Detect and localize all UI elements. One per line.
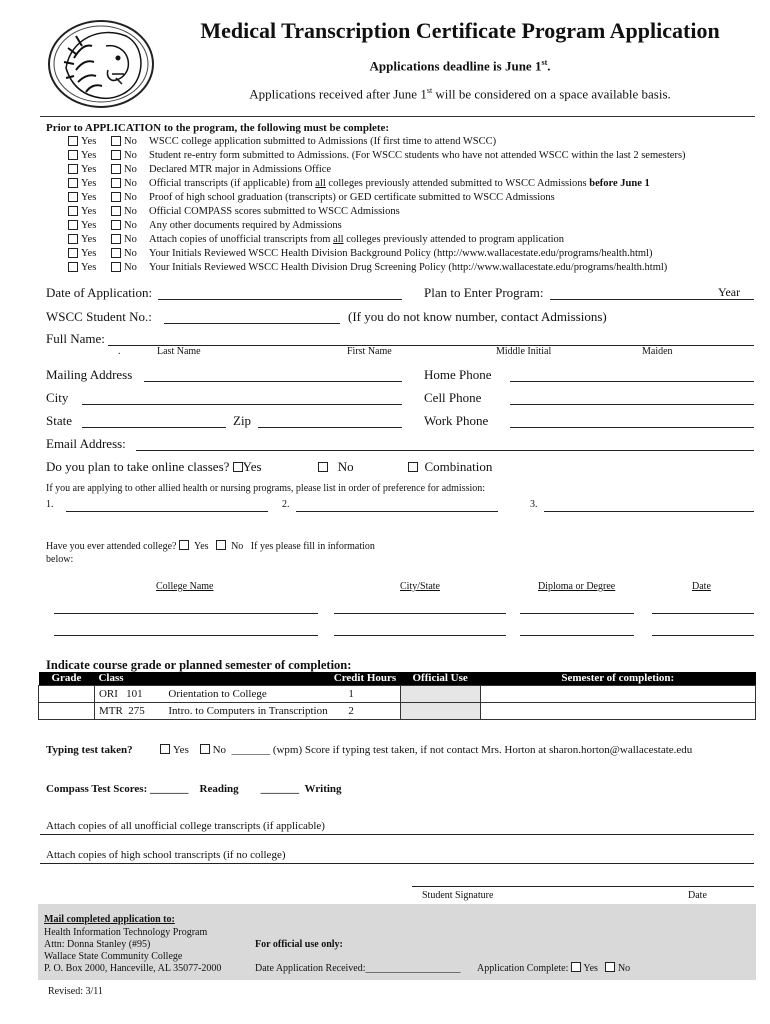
divider — [40, 834, 754, 835]
no-label: No — [124, 149, 137, 161]
requirement-text: WSCC college application submitted to Admissions (If first time to attend WSCC) — [149, 135, 497, 147]
course-code-cell: MTR 275 — [94, 702, 164, 719]
attach-college-transcripts: Attach copies of all unofficial college transcripts (if applicable) — [46, 820, 325, 832]
attended-college-question: Have you ever attended college? Yes No If yes please fill in information — [46, 541, 375, 552]
typing-test-row: Typing test taken? Yes No _______ (wpm) Score if typing test taken, if not contact Mrs. Horton at sharon.horton@wallacestate.edu — [46, 744, 693, 756]
compass-scores-row: Compass Test Scores: _______ Reading _______ Writing — [46, 783, 342, 795]
cell-phone-label: Cell Phone — [424, 390, 482, 405]
reading-score-field[interactable]: _______ — [150, 783, 189, 795]
requirement-no-checkbox[interactable] — [111, 178, 121, 188]
yes-label: Yes — [81, 205, 97, 217]
requirement-item — [68, 232, 564, 246]
city-state-header: City/State — [400, 581, 440, 592]
writing-score-field[interactable]: _______ — [260, 783, 300, 795]
email-label: Email Address: — [46, 436, 126, 451]
complete-yes-checkbox[interactable] — [571, 962, 581, 972]
requirement-yes-checkbox[interactable] — [68, 248, 78, 258]
late-application-note: Applications received after June 1st will be considered on a space available basis. — [249, 86, 671, 102]
requirement-text: Your Initials Reviewed WSCC Health Division Background Policy (http://www.wallacestate.edu/programs/health.html) — [149, 247, 653, 259]
college-name-header: College Name — [156, 581, 214, 592]
course-name-cell: Orientation to College 1 — [164, 685, 400, 702]
yes-label: Yes — [81, 149, 97, 161]
cell-phone-field[interactable] — [510, 404, 754, 405]
no-label: No — [124, 233, 137, 245]
first-name-label: First Name — [347, 346, 392, 357]
city-field[interactable] — [82, 404, 402, 405]
online-yes-checkbox[interactable] — [233, 462, 243, 472]
requirement-item — [68, 176, 650, 190]
divider — [40, 863, 754, 864]
course-code-cell: ORI 101 — [94, 685, 164, 702]
requirement-text: Official COMPASS scores submitted to WSCC Admissions — [149, 205, 400, 217]
requirement-no-checkbox[interactable] — [111, 220, 121, 230]
requirement-no-checkbox[interactable] — [111, 150, 121, 160]
work-phone-field[interactable] — [510, 427, 754, 428]
mail-line: Health Information Technology Program — [44, 927, 208, 938]
mail-heading: Mail completed application to: — [44, 914, 175, 925]
requirement-text: Any other documents required by Admissions — [149, 219, 342, 231]
requirement-yes-checkbox[interactable] — [68, 192, 78, 202]
requirement-yes-checkbox[interactable] — [68, 136, 78, 146]
zip-field[interactable] — [258, 427, 402, 428]
semester-cell[interactable] — [480, 685, 755, 702]
student-no-note: (If you do not know number, contact Admissions) — [348, 309, 607, 324]
requirement-item — [68, 246, 652, 260]
mail-line: Wallace State Community College — [44, 951, 183, 962]
semester-header: Semester of completion: — [480, 672, 755, 685]
signature-date-label: Date — [688, 890, 707, 901]
requirement-item — [68, 218, 342, 232]
signature-field[interactable] — [412, 886, 754, 887]
requirement-text: Proof of high school graduation (transcripts) or GED certificate submitted to WSCC Admissions — [149, 191, 555, 203]
diploma-header: Diploma or Degree — [538, 581, 616, 592]
home-phone-label: Home Phone — [424, 367, 492, 382]
email-field[interactable] — [136, 450, 754, 451]
footer-box — [38, 904, 756, 980]
preference-3-field[interactable] — [544, 511, 754, 512]
form-title: Medical Transcription Certificate Program Application — [200, 18, 720, 43]
official-use-cell — [400, 702, 480, 719]
requirement-no-checkbox[interactable] — [111, 136, 121, 146]
diploma-field-1[interactable] — [520, 613, 634, 614]
wpm-field[interactable]: _______ — [231, 744, 271, 756]
requirement-yes-checkbox[interactable] — [68, 150, 78, 160]
date-of-application-label: Date of Application: — [46, 285, 153, 300]
requirement-no-checkbox[interactable] — [111, 164, 121, 174]
online-combination-checkbox[interactable] — [408, 462, 418, 472]
work-phone-label: Work Phone — [424, 413, 489, 428]
city-label: City — [46, 390, 69, 405]
grade-cell[interactable] — [39, 685, 95, 702]
college-name-field-2[interactable] — [54, 635, 318, 636]
college-seal-logo — [46, 18, 156, 110]
mail-line: P. O. Box 2000, Hanceville, AL 35077-2000 — [44, 963, 222, 974]
prior-requirements-heading: Prior to APPLICATION to the program, the following must be complete: — [46, 122, 390, 134]
deadline-notice: Applications deadline is June 1st. — [369, 58, 551, 74]
grade-header: Grade — [39, 672, 95, 685]
grade-cell[interactable] — [39, 702, 95, 719]
no-label: No — [124, 247, 137, 259]
requirement-item — [68, 204, 400, 218]
requirement-item — [68, 148, 686, 162]
complete-no-checkbox[interactable] — [605, 962, 615, 972]
middle-initial-label: Middle Initial — [496, 346, 552, 357]
official-use-cell — [400, 685, 480, 702]
student-no-label: WSCC Student No.: — [46, 309, 152, 324]
requirement-no-checkbox[interactable] — [111, 234, 121, 244]
requirement-item — [68, 162, 331, 176]
requirement-text: Attach copies of unofficial transcripts from all colleges previously attended to program application — [149, 233, 565, 245]
online-no-option: No — [318, 459, 354, 475]
attach-high-school-transcripts: Attach copies of high school transcripts (if no college) — [46, 849, 286, 861]
below-label: below: — [46, 554, 74, 565]
yes-label: Yes — [81, 191, 97, 203]
yes-label: Yes — [81, 247, 97, 259]
semester-cell[interactable] — [480, 702, 755, 719]
yes-label: Yes — [81, 219, 97, 231]
state-label: State — [46, 413, 72, 428]
requirement-item — [68, 260, 667, 274]
official-use-label: For official use only: — [255, 939, 343, 950]
date-of-application-field[interactable] — [158, 299, 402, 300]
typing-yes-checkbox[interactable] — [160, 744, 170, 754]
yes-label: Yes — [81, 261, 97, 273]
official-use-header: Official Use — [400, 672, 480, 685]
no-label: No — [124, 177, 137, 189]
yes-label: Yes — [81, 135, 97, 147]
student-no-field[interactable] — [164, 323, 340, 324]
no-label: No — [124, 163, 137, 175]
yes-label: Yes — [81, 233, 97, 245]
requirement-yes-checkbox[interactable] — [68, 206, 78, 216]
diploma-field-2[interactable] — [520, 635, 634, 636]
requirement-text: Official transcripts (if applicable) from all colleges previously attended submitted to WSCC Admissions before June 1 — [149, 177, 650, 189]
revised-date: Revised: 3/11 — [48, 986, 103, 997]
date-received-field[interactable]: ___________________ — [365, 963, 461, 974]
date-field-1[interactable] — [652, 613, 754, 614]
requirement-no-checkbox[interactable] — [111, 248, 121, 258]
no-label: No — [124, 135, 137, 147]
dot-mark: . — [118, 346, 121, 357]
date-header: Date — [692, 581, 711, 592]
credit-hours-header: Credit Hours — [164, 672, 400, 685]
requirement-item — [68, 134, 496, 148]
mailing-address-field[interactable] — [144, 381, 402, 382]
requirement-text: Your Initials Reviewed WSCC Health Division Drug Screening Policy (http://www.wallacestate.edu/programs/health.html) — [149, 261, 668, 273]
yes-label: Yes — [81, 177, 97, 189]
requirement-no-checkbox[interactable] — [111, 206, 121, 216]
attended-yes-checkbox[interactable] — [179, 540, 189, 550]
no-label: No — [124, 219, 137, 231]
table-row — [39, 702, 756, 719]
maiden-label: Maiden — [642, 346, 673, 357]
full-name-label: Full Name: — [46, 331, 105, 346]
preference-2-field[interactable] — [296, 511, 498, 512]
course-section-title: Indicate course grade or planned semester of completion: — [46, 658, 352, 672]
yes-label: Yes — [81, 163, 97, 175]
online-combination-option: Combination — [408, 459, 492, 475]
no-label: No — [124, 205, 137, 217]
course-table-header — [39, 672, 756, 685]
requirement-yes-checkbox[interactable] — [68, 234, 78, 244]
preference-3-label: 3. — [530, 499, 538, 510]
preference-2-label: 2. — [282, 499, 290, 510]
date-received-row: Date Application Received:___________________ — [255, 963, 461, 974]
college-name-field-1[interactable] — [54, 613, 318, 614]
last-name-label: Last Name — [157, 346, 201, 357]
allied-programs-instruction: If you are applying to other allied health or nursing programs, please list in order of preference for admission: — [46, 483, 486, 494]
state-field[interactable] — [82, 427, 226, 428]
online-classes-question: Do you plan to take online classes? Yes — [46, 459, 262, 474]
home-phone-field[interactable] — [510, 381, 754, 382]
requirement-yes-checkbox[interactable] — [68, 164, 78, 174]
application-complete-row: Application Complete: Yes No — [477, 963, 631, 974]
mailing-address-label: Mailing Address — [46, 367, 133, 382]
requirement-yes-checkbox[interactable] — [68, 220, 78, 230]
requirement-item — [68, 190, 555, 204]
requirement-text: Student re-entry form submitted to Admissions. (For WSCC students who have not attended WSCC within the last 2 semesters) — [149, 149, 686, 161]
city-state-field-1[interactable] — [334, 613, 506, 614]
requirement-yes-checkbox[interactable] — [68, 178, 78, 188]
date-field-2[interactable] — [652, 635, 754, 636]
requirement-text: Declared MTR major in Admissions Office — [149, 163, 332, 175]
requirement-yes-checkbox[interactable] — [68, 262, 78, 272]
preference-1-field[interactable] — [66, 511, 268, 512]
mail-line: Attn: Donna Stanley (#95) — [44, 939, 151, 950]
city-state-field-2[interactable] — [334, 635, 506, 636]
course-name-cell: Intro. to Computers in Transcription 2 — [164, 702, 400, 719]
student-signature-label: Student Signature — [422, 890, 494, 901]
preference-1-label: 1. — [46, 499, 54, 510]
divider — [40, 116, 755, 117]
table-row — [39, 685, 756, 702]
typing-no-checkbox[interactable] — [200, 744, 210, 754]
no-label: No — [124, 191, 137, 203]
no-label: No — [124, 261, 137, 273]
requirement-no-checkbox[interactable] — [111, 192, 121, 202]
year-label: Year — [718, 285, 741, 299]
online-no-checkbox[interactable] — [318, 462, 328, 472]
course-table — [38, 672, 756, 720]
zip-label: Zip — [233, 413, 252, 428]
class-header: Class — [94, 672, 164, 685]
requirement-no-checkbox[interactable] — [111, 262, 121, 272]
plan-to-enter-label: Plan to Enter Program: — [424, 285, 544, 300]
attended-no-checkbox[interactable] — [216, 540, 226, 550]
